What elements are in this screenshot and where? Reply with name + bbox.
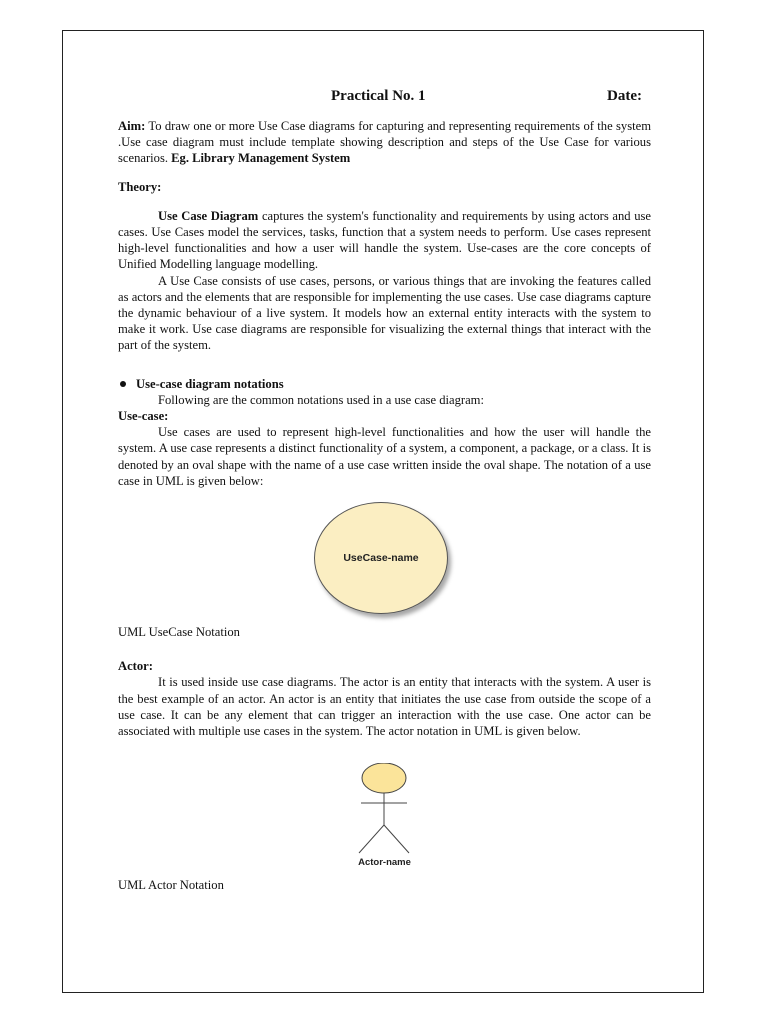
bullet-icon: [120, 381, 126, 387]
page-title: Practical No. 1: [331, 88, 426, 104]
actor-heading: Actor:: [118, 659, 153, 674]
usecase-oval-label: UseCase-name: [343, 551, 419, 564]
aim-label: Aim:: [118, 119, 146, 133]
actor-figure-label: Actor-name: [358, 857, 411, 869]
actor-figure: [118, 763, 651, 893]
usecase-heading: Use-case:: [118, 409, 169, 424]
notations-bullet: [118, 376, 651, 392]
notations-intro: Following are the common notations used in a use case diagram:: [158, 392, 484, 407]
theory-heading: Theory:: [118, 179, 162, 194]
aim-example: Eg. Library Management System: [171, 151, 351, 166]
date-label: Date:: [607, 88, 642, 104]
notations-bullet-text: Use-case diagram notations: [136, 376, 284, 391]
theory-paragraph-2: A Use Case consists of use cases, persons, or various things that are invoking the features called as actors and the elements that are responsible for implementing the use cases. Use case diagrams capture the dynamic behaviour of a live system. It models how an external entity interacts with the system to make it work. Use case diagrams are responsible for visualizing the external things that interact with the part of the system.: [118, 273, 651, 353]
usecase-caption: UML UseCase Notation: [118, 625, 240, 640]
title-line: [118, 88, 646, 108]
actor-caption: UML Actor Notation: [118, 878, 224, 893]
theory-paragraph-1: [118, 208, 651, 273]
document-body: [118, 118, 651, 893]
theory-p1-bold: Use Case Diagram: [158, 208, 259, 223]
theory-p1-text: captures the system's functionality and requirements by using actors and use cases. Use Cases model the services, tasks, function that a system needs to perform. Use cases represent high-level functionalities and how a user will handle the system. Use-cases are the core concepts of Unified Modelling language modelling.: [118, 208, 651, 272]
usecase-paragraph: Use cases are used to represent high-level functionalities and how the user will handle the system. A use case represents a distinct functionality of a system, a component, a package, or a class. It is denoted by an oval shape with the name of a use case written inside the oval shape. The notation of a use case in UML is given below:: [118, 425, 651, 488]
actor-paragraph: It is used inside use case diagrams. The actor is an entity that interacts with the system. A user is the best example of an actor. An actor is an entity that initiates the use case from outside the scope of a use case. It can be any element that can trigger an interaction with the use case. One actor can be associated with multiple use cases in the system. The actor notation in UML is given below.: [118, 675, 651, 739]
aim-paragraph: [118, 118, 651, 167]
aim-text: To draw one or more Use Case diagrams for capturing and representing requirements of the system .Use case diagram must include template showing description and steps of the Use Case for various scenarios.: [118, 119, 651, 166]
usecase-figure: [118, 502, 651, 640]
actor-stick-figure-icon: [343, 763, 423, 855]
usecase-oval: [314, 502, 448, 614]
